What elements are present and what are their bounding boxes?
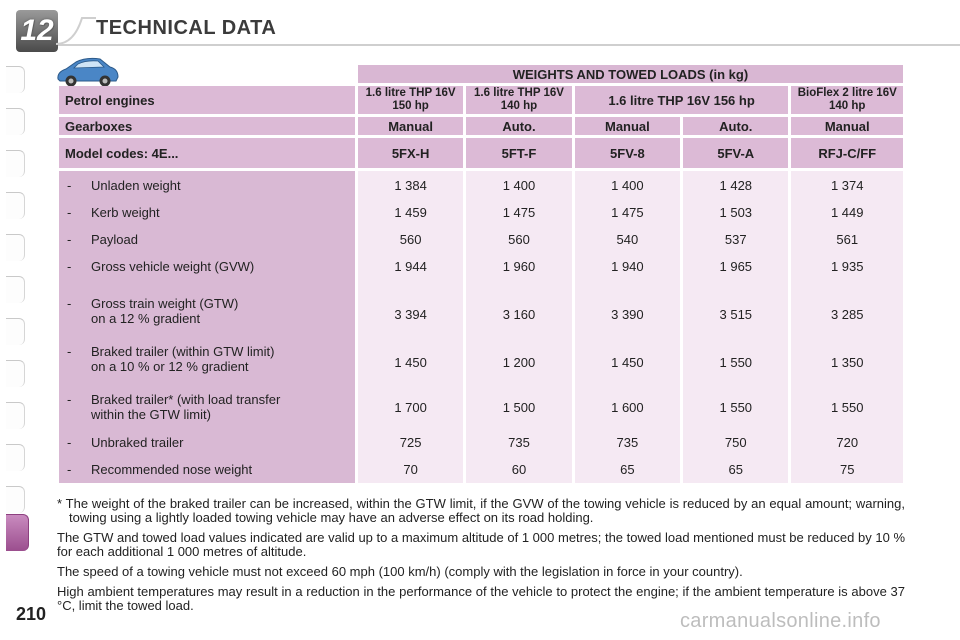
engine-header: BioFlex 2 litre 16V 140 hp	[791, 86, 903, 114]
row-value: 1 200	[502, 355, 536, 370]
model-code-cell: 5FX-H	[358, 138, 463, 168]
table-caption: WEIGHTS AND TOWED LOADS (in kg)	[358, 65, 903, 83]
row-value: 537	[724, 232, 747, 247]
note-temperature: High ambient temperatures may result in a reduction in the performance of the vehicle to protect the engine; if the ambient temperature is above 37 °C, limit the towed load.	[57, 584, 905, 613]
row-value: 1 935	[830, 259, 864, 274]
row-value: 735	[616, 435, 639, 450]
row-value: 1 475	[502, 205, 536, 220]
chapter-tab[interactable]	[6, 150, 25, 177]
gearboxes-label: Gearboxes	[59, 117, 355, 135]
row-label-text: Payload	[91, 232, 138, 247]
page-number: 210	[16, 604, 47, 624]
chapter-number: 12	[20, 14, 54, 47]
row-value: 1 400	[611, 178, 644, 193]
row-label-subtext: on a 10 % or 12 % gradient	[91, 359, 249, 374]
chapter-tab[interactable]	[6, 402, 25, 429]
model-codes-label: Model codes: 4E...	[59, 138, 355, 168]
chapter-tab[interactable]	[6, 318, 25, 345]
weights-table	[56, 62, 906, 486]
row-dash: -	[67, 296, 72, 311]
row-label	[65, 290, 349, 338]
gearbox-cell: Manual	[575, 117, 680, 135]
row-value: 3 160	[502, 307, 536, 322]
page-title: TECHNICAL DATA	[96, 17, 277, 39]
row-label-text: Unladen weight	[91, 178, 181, 193]
row-value: 561	[836, 232, 859, 247]
row-label-text: Kerb weight	[91, 205, 160, 220]
note-speed: The speed of a towing vehicle must not exceed 60 mph (100 km/h) (comply with the legislation in force in your country).	[57, 564, 743, 579]
engines-label: Petrol engines	[59, 86, 355, 114]
chapter-tab-active[interactable]	[6, 514, 29, 551]
row-dash: -	[67, 205, 72, 220]
row-value: 1 475	[611, 205, 644, 220]
chapter-tab[interactable]	[6, 234, 25, 261]
row-label	[65, 338, 349, 386]
row-value: 3 285	[830, 307, 864, 322]
row-dash: -	[67, 392, 72, 407]
row-dash: -	[67, 232, 72, 247]
row-label-text: Recommended nose weight	[91, 462, 253, 477]
header-divider	[58, 44, 960, 46]
row-value: 1 965	[719, 259, 753, 274]
row-value: 540	[616, 232, 639, 247]
row-label-subtext: on a 12 % gradient	[91, 311, 201, 326]
row-value: 1 384	[394, 178, 427, 193]
row-value: 3 390	[611, 307, 644, 322]
row-value: 1 400	[502, 178, 536, 193]
values-column	[466, 171, 571, 483]
row-value: 735	[508, 435, 530, 450]
page-header	[0, 0, 960, 52]
row-value: 1 503	[719, 205, 753, 220]
row-label-text: Braked trailer (within GTW limit)	[91, 344, 275, 359]
chapter-badge-icon	[14, 8, 60, 54]
row-value: 3 394	[394, 307, 427, 322]
row-value: 1 550	[719, 355, 753, 370]
row-dash: -	[67, 462, 72, 477]
row-label	[65, 386, 349, 428]
row-label-text: Unbraked trailer	[91, 435, 184, 450]
values-column	[791, 171, 903, 483]
row-label-text: Gross vehicle weight (GVW)	[91, 259, 255, 274]
engine-header: 1.6 litre THP 16V 156 hp	[575, 86, 789, 114]
row-value: 1 944	[394, 259, 427, 274]
chapter-tabs-rail	[0, 40, 28, 600]
row-value: 60	[511, 462, 527, 477]
row-value: 1 600	[611, 400, 644, 415]
row-value: 1 350	[830, 355, 864, 370]
row-value: 1 459	[394, 205, 427, 220]
row-value: 1 960	[502, 259, 536, 274]
row-value: 3 515	[719, 307, 753, 322]
chapter-tab[interactable]	[6, 444, 25, 471]
gearbox-cell: Manual	[791, 117, 903, 135]
row-value: 1 550	[830, 400, 864, 415]
chapter-tab[interactable]	[6, 192, 25, 219]
footnote-braked-trailer: * The weight of the braked trailer can be increased, within the GTW limit, if the GVW of the towing vehicle is reduced by an equal amount; warning, towing using a lightly loaded towing vehicle may have an adverse effect on its road holding.	[57, 496, 905, 525]
row-value: 65	[728, 462, 743, 477]
watermark: carmanualsonline.info	[680, 610, 881, 632]
values-column	[358, 171, 463, 483]
row-value: 1 500	[502, 400, 536, 415]
gearbox-cell: Auto.	[683, 117, 788, 135]
row-labels-column	[59, 171, 355, 483]
row-label	[65, 225, 349, 252]
row-dash: -	[67, 344, 72, 359]
model-code-cell: RFJ-C/FF	[791, 138, 903, 168]
row-value: 1 450	[611, 355, 644, 370]
row-value: 1 550	[719, 400, 753, 415]
row-value: 1 450	[394, 355, 427, 370]
row-label	[65, 252, 349, 290]
row-label-subtext: within the GTW limit)	[91, 407, 211, 422]
values-column	[683, 171, 788, 483]
model-code-cell: 5FV-A	[683, 138, 788, 168]
chapter-tab[interactable]	[6, 108, 25, 135]
model-code-cell: 5FT-F	[466, 138, 571, 168]
row-value: 750	[724, 435, 747, 450]
chapter-tab[interactable]	[6, 486, 25, 513]
engine-header: 1.6 litre THP 16V 150 hp	[358, 86, 463, 114]
row-value: 560	[508, 232, 530, 247]
row-value: 70	[403, 462, 418, 477]
row-value: 1 700	[394, 400, 427, 415]
model-code-cell: 5FV-8	[575, 138, 680, 168]
row-dash: -	[67, 435, 72, 450]
engine-header: 1.6 litre THP 16V 140 hp	[466, 86, 571, 114]
row-dash: -	[67, 259, 72, 274]
row-value: 725	[399, 435, 422, 450]
row-label	[65, 428, 349, 455]
row-value: 1 374	[830, 178, 864, 193]
chapter-tab[interactable]	[6, 66, 25, 93]
header-swoosh-icon	[56, 10, 96, 46]
values-column	[575, 171, 680, 483]
note-altitude: The GTW and towed load values indicated are valid up to a maximum altitude of 1 000 metres; the towed load mentioned must be reduced by 10 % for each additional 1 000 metres of altitude.	[57, 530, 905, 559]
row-label	[65, 171, 349, 198]
row-label	[65, 198, 349, 225]
row-value: 65	[620, 462, 635, 477]
footnotes	[57, 497, 905, 619]
row-label	[65, 455, 349, 483]
row-label-text: Gross train weight (GTW)	[91, 296, 239, 311]
row-value: 560	[399, 232, 422, 247]
gearbox-cell: Auto.	[466, 117, 571, 135]
chapter-tab[interactable]	[6, 276, 25, 303]
row-label-text: Braked trailer* (with load transfer	[91, 392, 281, 407]
gearbox-cell: Manual	[358, 117, 463, 135]
row-dash: -	[67, 178, 72, 193]
row-value: 1 428	[719, 178, 753, 193]
row-value: 1 449	[830, 205, 864, 220]
chapter-tab[interactable]	[6, 360, 25, 387]
row-value: 720	[836, 435, 859, 450]
row-value: 75	[840, 462, 855, 477]
row-value: 1 940	[611, 259, 644, 274]
